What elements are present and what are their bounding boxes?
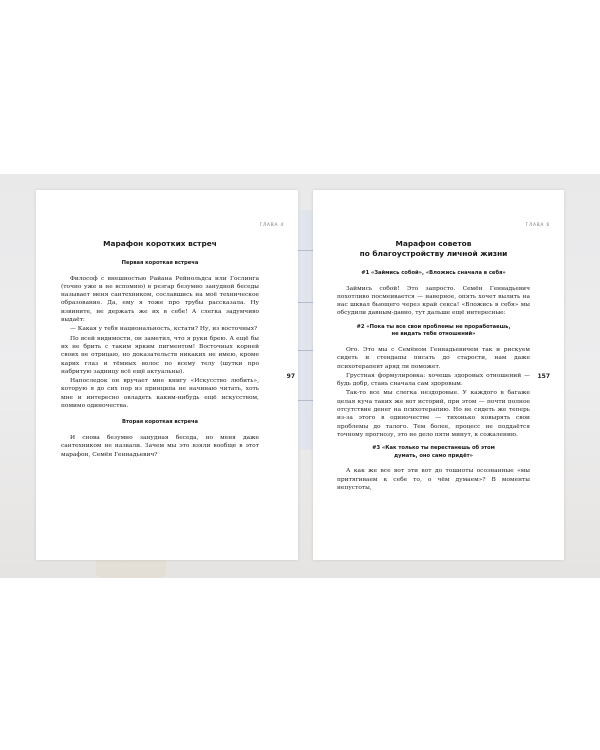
section-heading-line: думать, оно само придёт» — [393, 452, 474, 459]
section-heading — [337, 324, 530, 339]
page-title-line: Марафон советов — [395, 239, 472, 248]
section-heading: Первая короткая встреча — [121, 260, 199, 266]
section-heading-line: #1 «Займись собой», «Вложись сначала в себя» — [361, 270, 506, 276]
section-heading-line: #3 «Как только ты перестанешь об этом — [372, 445, 495, 452]
paragraph: И снова безумно занудная беседа, но меня даже сантехником не назвали. Зачем мы это взяли вообще в этот марафон, Семён Геннадьевич? — [61, 434, 259, 458]
paragraph: Займись собой! Это запросто. Семён Геннадьевич похотливо посмеивается — наверное, опять хочет вылить на нас шквал бьющего через край секса! «Вложись в себя» мы обсудили давным-давно, тут дальше ещё интересные: — [337, 285, 530, 317]
book-page-left — [36, 190, 298, 560]
page-number: 97 — [286, 373, 295, 380]
chapter-label: ГЛАВА 6 — [525, 223, 550, 228]
page-title: Марафон коротких встреч — [103, 239, 217, 248]
section-heading — [337, 445, 530, 460]
book-page-right — [313, 190, 564, 560]
paragraph: Грустная формулировка: хочешь здоровых отношений — будь добр, стань сначала сам здоровым. — [337, 372, 530, 388]
paragraph: Философ с внешностью Райана Рейнольдса или Гослинга (точно уже и не вспомню) в резгар безумно занудной беседы называет меня сантехником, сославшись на моё техническое образование. Да, ему я тоже про трубы рассказала. Ну извините, не держать же их в себе! А слегка задумчиво выдаёт: — [61, 275, 259, 324]
page-number: 157 — [537, 373, 550, 380]
paragraph: Так-то все мы слегка нездоровые. У каждого в багаже целая куча таких же вот историй, при этом — почти полное отсутствие денег на психотерапию. Но не сидеть же теперь из-за этого в одиночестве — тихонько ковырять свои проблемы до талого. Тем более, процесс не поддаётся точному прогнозу, это не дело пяти минут, к сожалению. — [337, 390, 530, 438]
page-title-line: по благоустройству личной жизни — [359, 249, 508, 258]
section-heading — [337, 270, 530, 278]
paragraph: Напоследок он вручает мне книгу «Искусство любить», которую я до сих пор из принципа не начинаю читать, хоть мне и интересно овладеть каким-нибудь ещё искусством, помимо одиночества. — [61, 378, 259, 410]
chapter-label: ГЛАВА 4 — [259, 223, 284, 228]
page-content — [337, 239, 530, 493]
paragraph: По всей видимости, он заметил, что я руки брею. А ещё бы их не брить с таким ярким пигментом! Восточных корней своих не отрицаю, но доказательств никаких не имею, кроме карих глаз и тёмных волос по всему телу (шутки про набритую задницу всё ещё актуальны). — [61, 335, 259, 375]
paragraph: — Какая у тебя национальность, кстати? Ну, из восточных? — [70, 326, 258, 333]
page-title — [337, 239, 530, 259]
section-heading: Вторая короткая встреча — [121, 419, 199, 426]
section-heading-line: #2 «Пока ты все свои проблемы не проработаешь, — [356, 323, 511, 330]
section-heading-line: не видать тебе отношений» — [391, 331, 476, 338]
paragraph: Ого. Это мы с Семёном Геннадьевичем так и рискуем сидеть и стендапы писать до старости, нам даже психотерапевт аряд ли поможет. — [337, 346, 530, 370]
page-content — [61, 239, 259, 460]
paragraph: А как же все вот эти вот до тошноты осознанные «мы притягиваем к себе то, о чём думаем»? В моменты непустоты, — [337, 468, 530, 492]
